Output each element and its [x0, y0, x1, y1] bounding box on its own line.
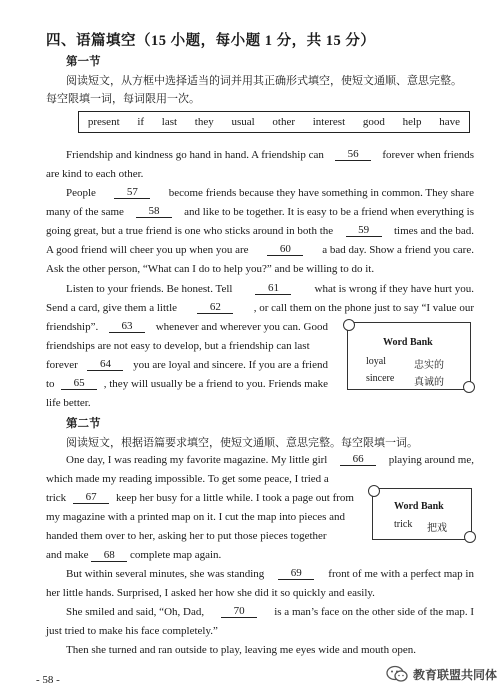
word-bank-word: present [87, 116, 120, 128]
passage-line: are kind to each other. [46, 168, 144, 180]
passage-line: just tried to make his face completely.” [46, 625, 218, 637]
answer-blank[interactable]: 69 [278, 568, 314, 580]
word-bank-note-meaning: 真诚的 [414, 377, 444, 388]
wechat-icon [386, 665, 408, 683]
word-bank-note-meaning: 把戏 [427, 523, 447, 534]
word-bank-word: other [272, 116, 296, 128]
answer-blank[interactable]: 59 [346, 225, 382, 237]
passage-line: and make 68 complete map again. [46, 549, 222, 561]
word-bank-note [372, 488, 472, 540]
passage-line: One day, I was reading my favorite magazine. My little girl 66 playing around me, [66, 453, 474, 466]
word-bank-word: usual [231, 116, 255, 128]
word-bank-note-word: loyal [366, 356, 386, 367]
answer-blank[interactable]: 62 [197, 302, 233, 314]
passage-line: to 65 , they will usually be a friend to you. Friends make [46, 377, 328, 390]
passage-line: People 57 become friends because they have something in common. They share [66, 186, 474, 199]
passage-line: handed them over to her, asking her to put those pieces together [46, 530, 327, 542]
passage-line: friendships are not easy to develop, but a friendship can last [46, 340, 310, 352]
passage-line: Send a card, give them a little 62 , or call them on the phone just to say “I value our [46, 301, 474, 314]
passage-line: her little hands. Surprised, I asked her how she did it so quickly and easily. [46, 587, 375, 599]
word-bank-note-word: trick [394, 519, 413, 530]
passage-line: Listen to your friends. Be honest. Tell 61 what is wrong if they have hurt you. [66, 282, 474, 295]
passage-line: going great, but a true friend is one who sticks around in both the 59 times and the bad. [46, 224, 474, 237]
passage-line: many of the same 58 and like to be together. It is easy to be a friend when everything is [46, 205, 474, 218]
answer-blank[interactable]: 67 [73, 492, 109, 504]
word-bank-box [78, 111, 470, 133]
word-bank-word: if [137, 116, 145, 128]
page-number: - 58 - [36, 674, 60, 686]
part1-instruction-line1: 阅读短文，从方框中选择适当的词并用其正确形式填空，使短文通顺、意思完整。 [66, 75, 462, 87]
passage-line: trick 67 keep her busy for a little while. I took a page out from [46, 491, 354, 504]
passage-line: A good friend will cheer you up when you are 60 a bad day. Show a friend you care. [46, 243, 474, 256]
answer-blank[interactable]: 63 [109, 321, 145, 333]
part2-instruction: 阅读短文，根据语篇要求填空，使短文通顺、意思完整。每空限填一词。 [66, 437, 418, 449]
word-bank-word: interest [312, 116, 346, 128]
passage-line: my magazine with a printed map on it. I cut the map into pieces and [46, 511, 346, 523]
answer-blank[interactable]: 68 [91, 550, 127, 562]
word-bank-word: last [161, 116, 178, 128]
passage-line: She smiled and said, “Oh, Dad, 70 is a man’s face on the other side of the map. I [66, 605, 474, 618]
word-bank-note-title: Word Bank [394, 501, 444, 512]
part1-instruction-line2: 每空限填一词，每词限用一次。 [46, 93, 200, 105]
passage-line: forever 64 you are loyal and sincere. If you are a friend [46, 358, 328, 371]
word-bank-note-word: sincere [366, 373, 395, 384]
answer-blank[interactable]: 70 [221, 606, 257, 618]
word-bank-note [347, 322, 471, 390]
answer-blank[interactable]: 64 [87, 359, 123, 371]
part1-title: 第一节 [66, 56, 101, 68]
answer-blank[interactable]: 65 [61, 378, 97, 390]
answer-blank[interactable]: 61 [255, 283, 291, 295]
passage-line: Ask the other person, “What can I do to help you?” and be willing to do it. [46, 263, 375, 275]
answer-blank[interactable]: 56 [335, 149, 371, 161]
watermark-text: 教育联盟共同体 [413, 667, 498, 682]
word-bank-word: have [439, 116, 461, 128]
answer-blank[interactable]: 66 [340, 454, 376, 466]
word-bank-note-meaning: 忠实的 [414, 360, 444, 371]
passage-line: Then she turned and ran outside to play, leaving me eyes wide and mouth open. [66, 644, 416, 656]
section-heading: 四、语篇填空（15 小题，每小题 1 分，共 15 分） [46, 33, 376, 49]
part2-title: 第二节 [66, 418, 101, 430]
watermark [386, 665, 497, 683]
answer-blank[interactable]: 60 [267, 244, 303, 256]
passage-line: which made my reading impossible. To get some peace, I tried a [46, 473, 329, 485]
word-bank-word: help [402, 116, 422, 128]
word-bank-note-title: Word Bank [383, 337, 433, 348]
word-bank-word: good [362, 116, 385, 128]
passage-line: friendship”. 63 whenever and wherever you can. Good [46, 320, 328, 333]
passage-line: life better. [46, 397, 91, 409]
passage-line: Friendship and kindness go hand in hand. A friendship can 56 forever when friends [66, 148, 474, 161]
passage-line: But within several minutes, she was standing 69 front of me with a perfect map in [66, 567, 474, 580]
answer-blank[interactable]: 58 [136, 206, 172, 218]
answer-blank[interactable]: 57 [114, 187, 150, 199]
word-bank-word: they [194, 116, 214, 128]
